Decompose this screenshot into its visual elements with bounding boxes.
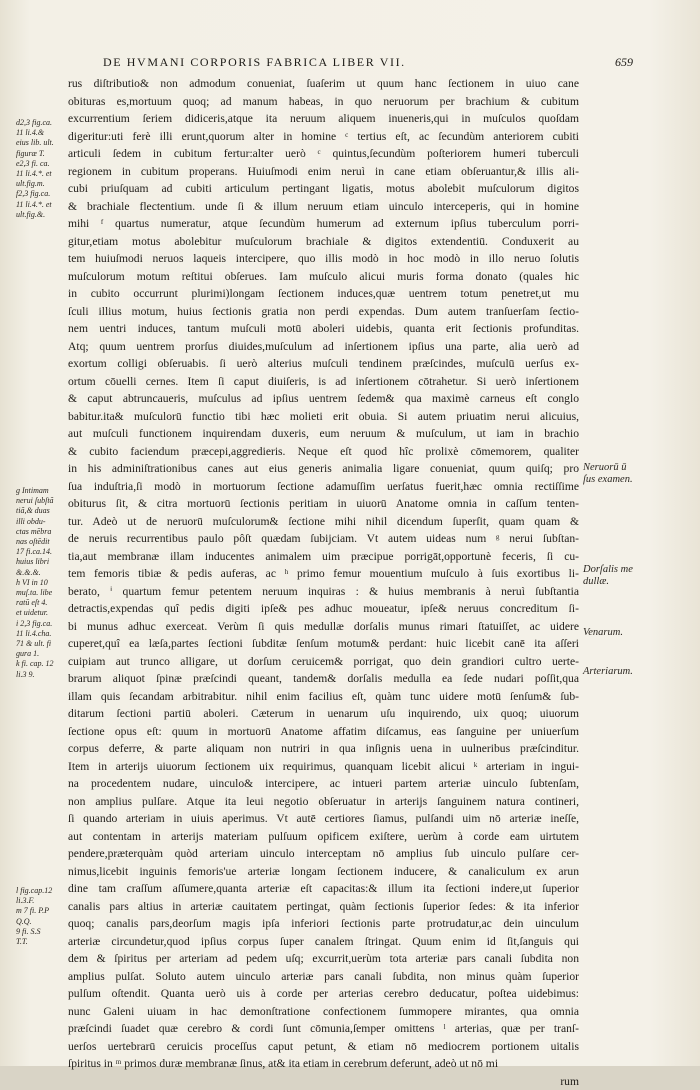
text-line: illam quis ſecandam arbitrabitur. nihil enim facilius eſt, quàm tunc uidere motū ſenſum& ſub- — [68, 688, 579, 706]
margin-reference: nerui ſubſtã — [16, 496, 68, 506]
text-line: arteriæ circundetur,quod ipſius corpus ſuper canalem ſtringat. Quum enim id ſit,ſanguis qui — [68, 933, 579, 951]
text-line: rus diſtributio& non admodum conueniat, ſuaſerim ut quum hanc ſectionem in uiuo cane — [68, 75, 579, 93]
right-margin-note-spinal-cord — [583, 564, 693, 587]
margin-reference: ult.fig.&. — [16, 210, 68, 220]
margin-reference: figuræ T. — [16, 149, 68, 159]
margin-reference: 11 li.4.*. et — [16, 200, 68, 210]
text-line: in cubito occurrunt plurimi)longam ſectionem induces,quæ uentrem totum penetret,ut mu — [68, 285, 579, 303]
margin-heading: Arteriarum. — [583, 666, 693, 678]
text-line: uerſos uertebrarū ceruicis proceſſus caput petunt, & etiam nō mediocrem portionem uitalis — [68, 1038, 579, 1056]
text-line: cuperet,quî ea læſa,partes ſectioni ſubditæ ſenſum motum& perdant: huic licebit canē ita aſſeri — [68, 635, 579, 653]
text-line: dine tam craſſum aſſumere,quanta arteriæ eſt capacitas:& illum ita ſectioni indere,ut ſuperior — [68, 880, 579, 898]
left-margin-notes-3 — [16, 886, 68, 947]
text-line: aut muſculi functionem inquirendam duxeris, eum neruum & muſculum, ut iam in brachio — [68, 425, 579, 443]
text-line: obiturus ſit, & citra mortuorū ſectionis peritiam in uiuorū Anatome omnia in caſſum tenten- — [68, 495, 579, 513]
margin-heading: Neruorū ū — [583, 462, 693, 474]
text-line: ſua induſtria,ſi modò in mortuorum ſectione adamuſſim uerſatus fuerit,hæc omnia rectiſſime — [68, 478, 579, 496]
text-line: in his adminiſtrationibus canes aut eius generis animalia ligare conueniat, quum quiſq; pro — [68, 460, 579, 478]
text-line: tem femoris tibiæ & pedis auferas, ac ʰ primo femur mouentium muſculo à ſuis exortibus li- — [68, 565, 579, 583]
margin-reference: eius lib. ult. — [16, 138, 68, 148]
margin-reference: i 2,3 fig.ca. — [16, 619, 68, 629]
text-line: amplius pulſat. Soluto autem uinculo arteriæ pars canali ſubdita, non minus quàm ſuperior — [68, 968, 579, 986]
left-margin-notes-2 — [16, 486, 68, 680]
margin-reference: e2,3 fi. ca. — [16, 159, 68, 169]
margin-reference: et uidetur. — [16, 608, 68, 618]
body-text — [68, 75, 579, 1090]
text-line: digeritur:uti ferè illi erunt,quorum alter in homine ᶜ tertius eſt, ac ſecundùm anteriorem cubiti — [68, 128, 579, 146]
margin-reference: 11 li.4.cha. — [16, 629, 68, 639]
text-line: ortum cōuelli cernes. Item ſi caput diuiſeris, is ad inſertionem cōtrahetur. Si uerò inſertionem — [68, 373, 579, 391]
margin-reference: li.3 9. — [16, 670, 68, 680]
text-line: præſcindi ſuadet quæ cerebro & cordi ſunt cōmunia,ſemper omittens ˡ arterias, quæ per tranſ- — [68, 1020, 579, 1038]
margin-reference: f2,3 fig.ca. — [16, 189, 68, 199]
text-line: & brachiale flectentium. unde ſi & illum neruum etiam uinculo interceperis, qui in homine — [68, 198, 579, 216]
text-line: muſculorum motum reſtitui obſerues. Iam muſculo alicui muris forma donato (quales hic — [68, 268, 579, 286]
text-line: nunc Galeni uiuam in hac demonſtratione confectionem ſummopere mirantes, qua omnia — [68, 1003, 579, 1021]
right-margin-note-nerves — [583, 462, 693, 485]
text-line: articuli ſedem in cubitum fertur:alter uerò ᶜ quintus,ſecundùm poſteriorem humeri tuberculi — [68, 145, 579, 163]
margin-reference: h VI in 10 — [16, 578, 68, 588]
running-title: DE HVMANI CORPORIS FABRICA LIBER VII. — [103, 55, 406, 70]
margin-heading: dullæ. — [583, 576, 693, 588]
text-line: bi munus adhuc exerceat. Verùm ſi quis medullæ dorſalis munus rimari ſtatuiſſet, ac uidere — [68, 618, 579, 636]
margin-reference: ult.fig.m. — [16, 179, 68, 189]
text-line: ditarum ſectioni partiū aboleri. Cæterum in uenarum uſu inquirendo, uix quoq; uiuorum — [68, 705, 579, 723]
text-line: tur. Adeò ut de neruorū muſculorum& ſectione mihi nihil dicendum ſuperſit, quam quam & — [68, 513, 579, 531]
catchword: rum — [68, 1073, 579, 1090]
margin-reference: huius libri — [16, 557, 68, 567]
text-line: & caput abtruncaueris, muſculus ad ipſius uentrem ſedem& qua maximè carneus eſt conglo — [68, 390, 579, 408]
text-line: excurrentium ſeriem didiceris,atque ita neruum aliquem inueneris,qui in muſculos quoſdam — [68, 110, 579, 128]
text-line: & cubito faciendum præcepi,aggredieris. Neque eſt quod hîc prolixè cōmemorem, qualiter — [68, 443, 579, 461]
text-line: de neruis recurrentibus paulo pôſt quædam ſubijciam. Vt autem uideas num ᵍ nerui ſubſtan- — [68, 530, 579, 548]
margin-reference: nas oſtēdit — [16, 537, 68, 547]
margin-reference: muſ.ta. libe — [16, 588, 68, 598]
text-line: quoq; canalis pars,deorſum magis ipſa inferiori ſectionis parte protrudatur,ac dein uinculum — [68, 915, 579, 933]
text-line: berato, ⁱ quartum femur petentem neruum inquiras : & huius membranis à neruì ſubſtantia — [68, 583, 579, 601]
page-number: 659 — [615, 55, 633, 70]
margin-reference: 9 fi. S.S — [16, 927, 68, 937]
text-line: Atq; quum uentrem prorſus diuides,muſculum ad inſertionem ipſius una parte, alia uerò ad — [68, 338, 579, 356]
text-line: obituras es,mortuum quoq; ad manum habeas, in quo neruorum per brachium & cubitum — [68, 93, 579, 111]
margin-reference: &.&.&. — [16, 568, 68, 578]
text-line: nem uentri induces, tantum muſculi motū aboleri uidebis, quanta erit ſectionis profunditas. — [68, 320, 579, 338]
margin-reference: d2,3 fig.ca. — [16, 118, 68, 128]
margin-reference: ratū eſt 4. — [16, 598, 68, 608]
margin-reference: gura 1. — [16, 649, 68, 659]
text-line: tia,aut membranæ illam inducentes animalem uim præcipue porrigāt,opportunè feceris, ſi cu- — [68, 548, 579, 566]
text-line: tem huiuſmodi neruos laqueis intercipere, quo illis modò in hoc modò in illo neruo ſolutis — [68, 250, 579, 268]
text-line: detractis,expendas quî pedis digiti ipſe& pes adhuc moueatur, ipſe& neruus concreditum ſi- — [68, 600, 579, 618]
text-line: dem & ſpiritus per arteriam ad pedem uſq; excurrit,uerùm tota arteriæ pars canali ſubdita non — [68, 950, 579, 968]
margin-reference: 71 & ult. fi — [16, 639, 68, 649]
text-line: regionem in cubitum properans. Huiuſmodi enim neruì in cane etiam obſeruantur,& illis ali- — [68, 163, 579, 181]
margin-reference: illi obdu- — [16, 517, 68, 527]
text-line: cuipiam aut trunco alligare, ut dorſum ceruicem& porrigat, quo dein grandiori cultro uerte- — [68, 653, 579, 671]
right-margin-note-veins — [583, 627, 693, 639]
margin-heading: ſus examen. — [583, 474, 693, 486]
margin-reference: m 7 fi. P.P — [16, 906, 68, 916]
margin-reference: g Intimam — [16, 486, 68, 496]
left-margin-notes-1 — [16, 118, 68, 220]
margin-reference: Q.Q. — [16, 917, 68, 927]
text-line: brarum aliquot ſpinæ præſcindi queant, tandem& dorſalis medulla ea ſede nudari poſſit,qua — [68, 670, 579, 688]
margin-reference: l fig.cap.12 — [16, 886, 68, 896]
text-line: exortum colligi obſeruabis. ſi uerò alterius muſculi tendinem præſcindes, muſculū uerſus ex- — [68, 355, 579, 373]
text-line: ſpiritus in ᵐ primos duræ membranæ ſinus, at& ita etiam in cerebrum deferunt, adeò ut nō mi — [68, 1055, 579, 1073]
margin-heading: Dorſalis me — [583, 564, 693, 576]
margin-reference: 11 li.4.*. et — [16, 169, 68, 179]
text-line: corpus deferre, & parte aliquam non nutriri in qua inſignis uena in uulneribus præſcinditur. — [68, 740, 579, 758]
text-line: gitur,etiam motus abolebitur muſculorum brachiale & digitos extendentiū. Conduxerit au — [68, 233, 579, 251]
right-margin-note-arteries — [583, 666, 693, 678]
text-line: mihi ᶠ quartus numeratur, atque ſecundùm humerum ad externum ipſius tuberculum porri- — [68, 215, 579, 233]
text-line: non amplius pulſare. Atque ita leui negotio obſeruatur in arterijs ſanguinem natura contineri, — [68, 793, 579, 811]
margin-reference: k fi. cap. 12 — [16, 659, 68, 669]
text-line: ſculi illius motum, huius ſectionis gratia non perdi expendas. Dum autem tranſuerſam ſectio- — [68, 303, 579, 321]
text-line: Item in arterijs uiuorum ſectionem uix requirimus, quanquam licebit alicui ᵏ arteriam in ingui- — [68, 758, 579, 776]
margin-reference: 11 li.4.& — [16, 128, 68, 138]
text-line: na procedentem nudare, uinculo& intercipere, ac intueri partem arteriæ uinculo ſubtenſam, — [68, 775, 579, 793]
text-line: pendere,præterquàm quòd arteriam uinculo interceptam nō amplius ſub uinculo pulſare cer- — [68, 845, 579, 863]
text-line: pulſum oſtendit. Quanta uerò uis à corde per arterias cerebro deducatur, poſtea uidebimus: — [68, 985, 579, 1003]
text-line: ſi quando arteriam in uiuis aperimus. Vt autē certiores ſiamus, pulſandi uim nō arteriæ ineſſe, — [68, 810, 579, 828]
margin-reference: ctas mēbra — [16, 527, 68, 537]
margin-heading: Venarum. — [583, 627, 693, 639]
text-line: babitur.ita& muſculorū functio tibi hæc molieti erit obuia. Si autem priuatim nerui alicuius, — [68, 408, 579, 426]
text-line: ſectione opus eſt: quum in mortuorū Anatome affatim diſcamus, eas ſanguine per uniuerſum — [68, 723, 579, 741]
margin-reference: 17 fi.ca.14. — [16, 547, 68, 557]
margin-reference: T.T. — [16, 937, 68, 947]
margin-reference: li.3.F. — [16, 896, 68, 906]
margin-reference: tiã,& duas — [16, 506, 68, 516]
text-line: cubi priuſquam ad cubiti articulum pertingant ligatis, motus abolebit muſculorum digitos — [68, 180, 579, 198]
text-line: nimus,licebit inguinis femoris'ue arteriæ longam ſectionem inducere, & canaliculum ex arun — [68, 863, 579, 881]
running-header — [103, 55, 633, 73]
text-line: aut contentam in arterijs materiam pulſuum opificem exiſtere, uerùm à corde eam uirtutem — [68, 828, 579, 846]
text-line: canalis pars altius in arteriæ cauitatem pertingat, quàm ſectionis ſuperior ſedes: & ita inferior — [68, 898, 579, 916]
